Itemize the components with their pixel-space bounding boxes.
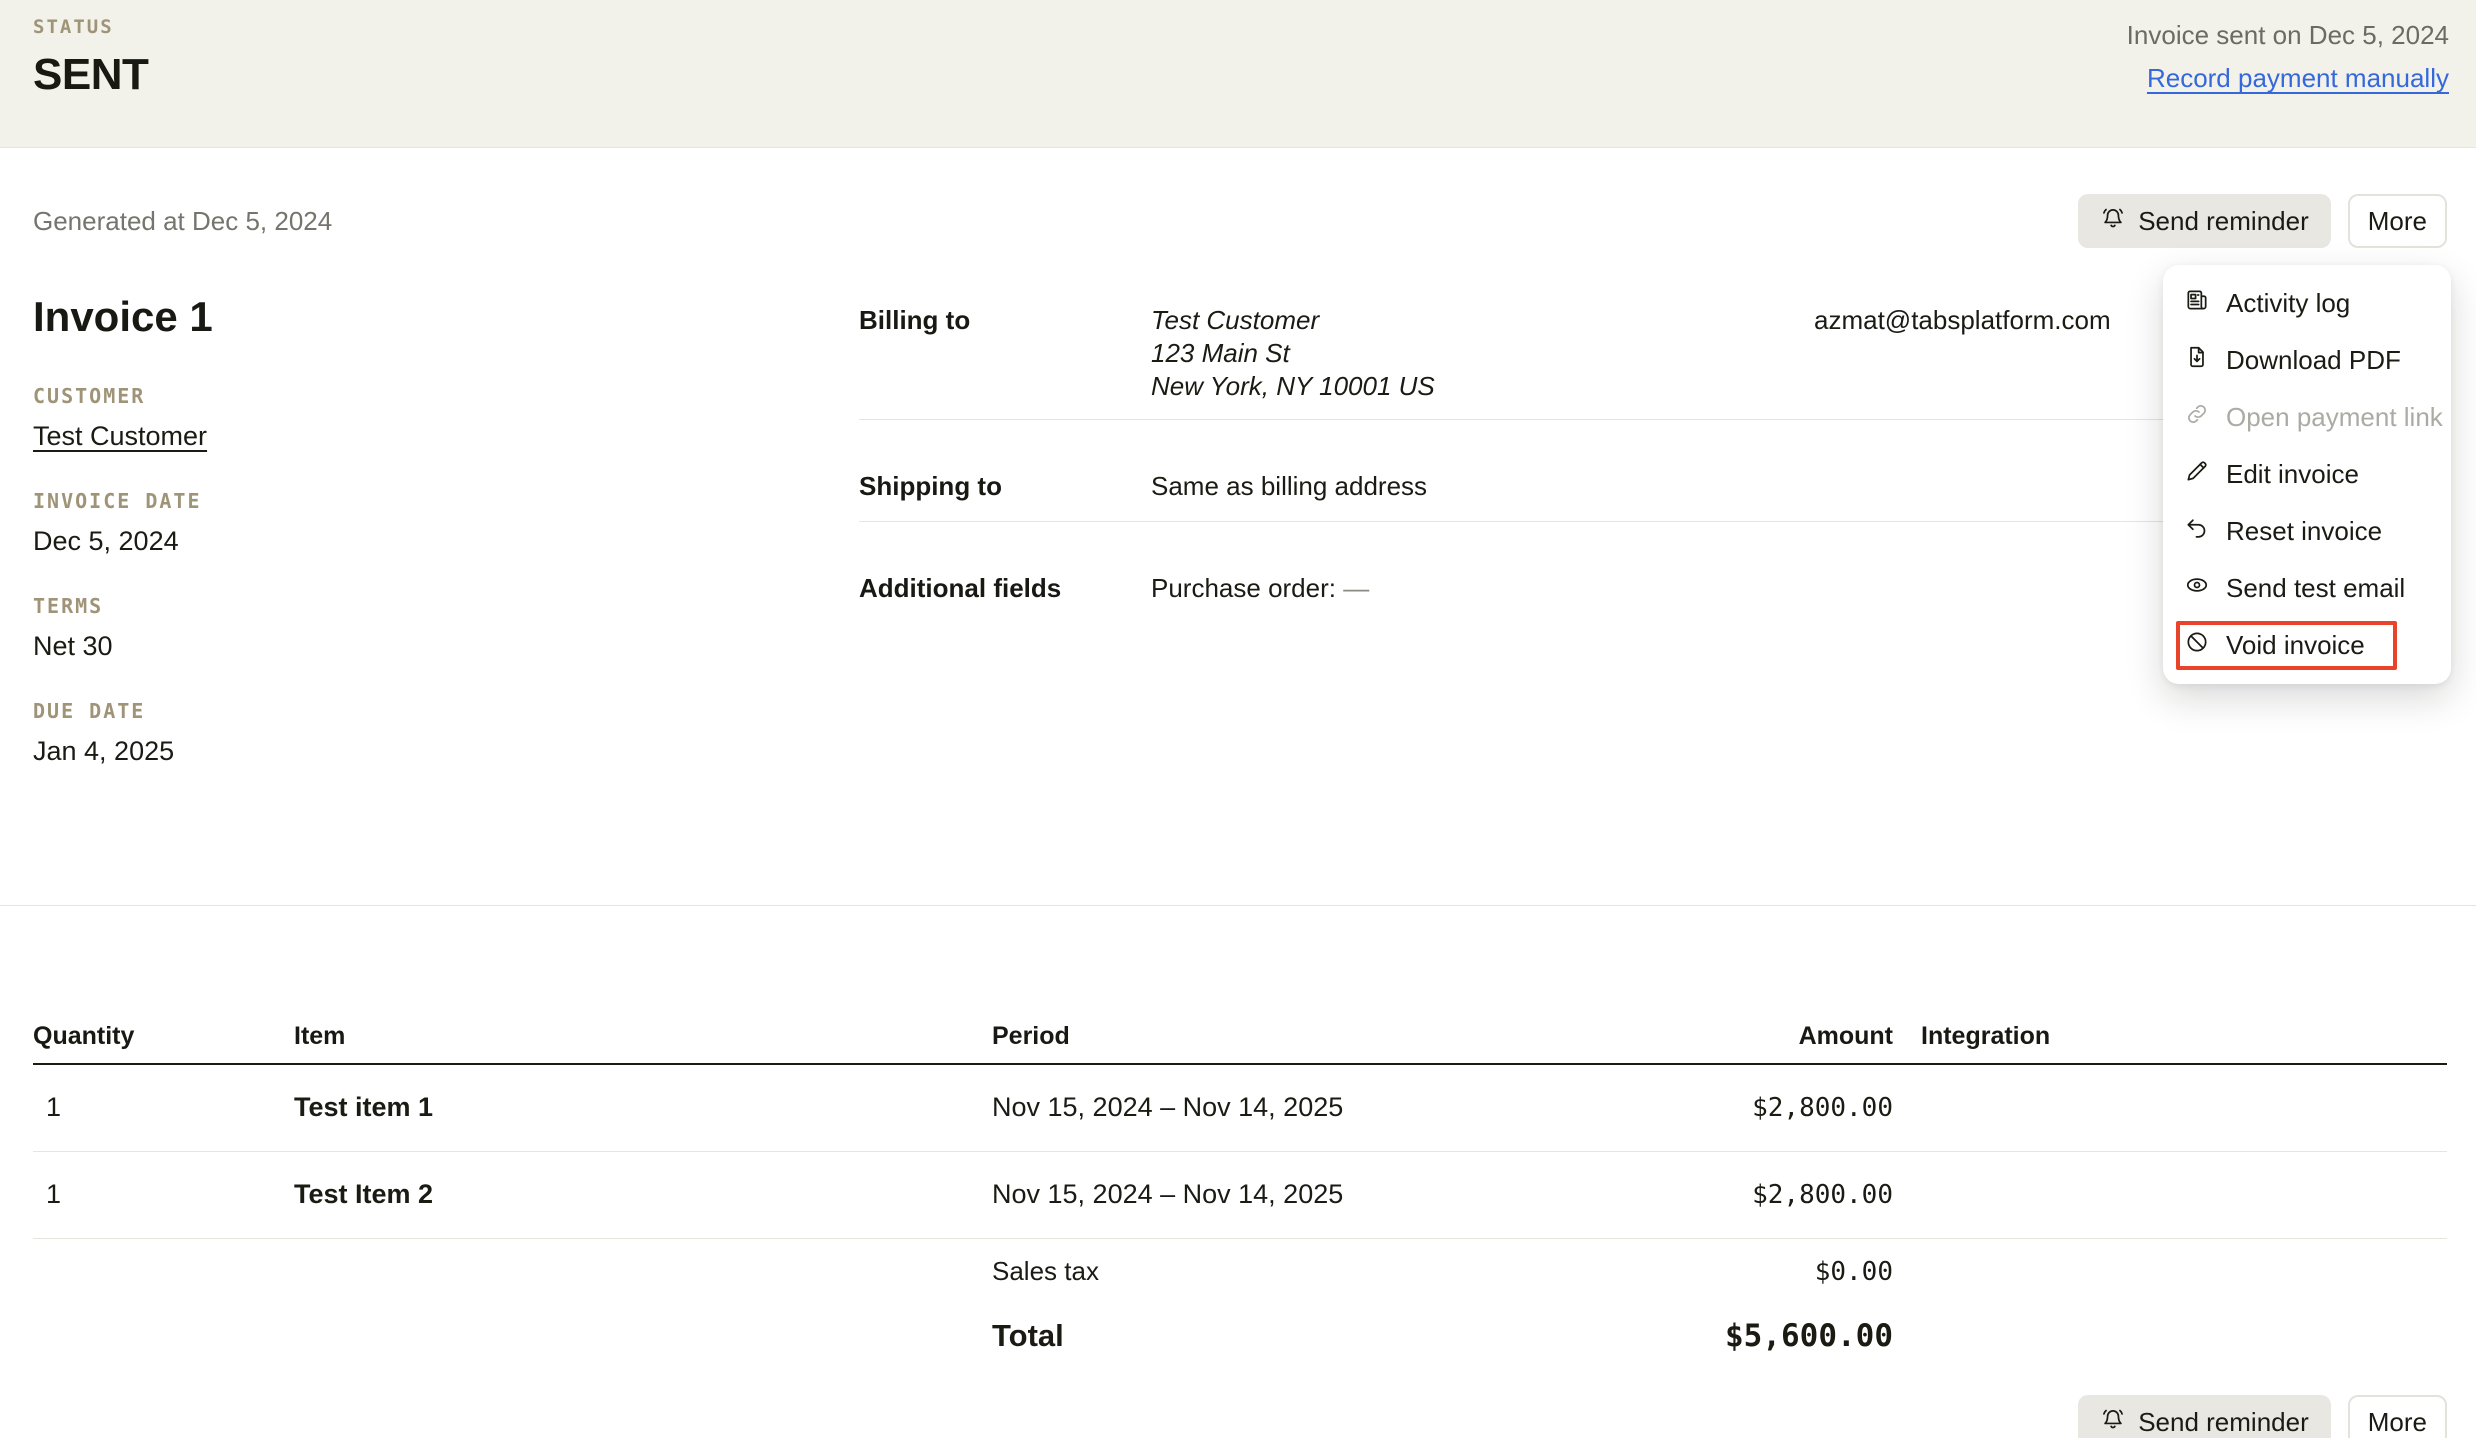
invoice-date-value: Dec 5, 2024	[33, 526, 179, 556]
menu-item-edit-invoice[interactable]	[2163, 446, 2451, 503]
menu-item-send-test-email[interactable]	[2163, 560, 2451, 617]
section-divider	[0, 905, 2476, 906]
row-period: Nov 15, 2024 – Nov 14, 2025	[992, 1179, 1344, 1209]
record-payment-link[interactable]: Record payment manually	[2146, 63, 2449, 93]
content-area	[0, 194, 2476, 804]
eye-icon	[2184, 572, 2210, 605]
billing-email: azmat@tabsplatform.com	[1814, 305, 2111, 335]
more-label: More	[2367, 205, 2427, 236]
line-items-table	[33, 1021, 2447, 1355]
row-item-name: Test Item 2	[294, 1179, 434, 1209]
purchase-order-dash: —	[1343, 573, 1370, 603]
page-title: Invoice 1	[33, 293, 213, 340]
due-date-value: Jan 4, 2025	[33, 736, 175, 766]
customer-field	[33, 384, 859, 453]
invoice-sent-on-text: Invoice sent on Dec 5, 2024	[2126, 20, 2449, 50]
menu-item-open-payment-link	[2163, 389, 2451, 446]
row-amount: $2,800.00	[1752, 1180, 1893, 1210]
footer-more-label: More	[2367, 1406, 2427, 1437]
purchase-order-name: Purchase order:	[1151, 573, 1336, 603]
more-button[interactable]	[2348, 194, 2447, 248]
menu-item-label: Edit invoice	[2226, 459, 2359, 489]
total-value: $5,600.00	[1725, 1318, 1893, 1354]
row-period: Nov 15, 2024 – Nov 14, 2025	[992, 1092, 1344, 1122]
row-item-name: Test item 1	[294, 1092, 434, 1122]
footer-send-reminder-label: Send reminder	[2138, 1406, 2309, 1437]
billing-address-line: Test Customer	[1151, 305, 1320, 335]
due-date-field	[33, 699, 859, 768]
column-header-amount: Amount	[1798, 1022, 1893, 1050]
status-label: STATUS	[33, 16, 114, 38]
billing-address-line: New York, NY 10001 US	[1151, 371, 1435, 401]
row-quantity: 1	[46, 1092, 62, 1122]
row-amount: $2,800.00	[1752, 1093, 1893, 1123]
table-row	[33, 1152, 2447, 1239]
bell-icon	[2100, 1406, 2126, 1438]
send-reminder-label: Send reminder	[2138, 205, 2309, 236]
terms-label: TERMS	[33, 594, 104, 618]
toolbar	[33, 194, 2447, 248]
billing-to-label: Billing to	[859, 305, 971, 335]
invoice-meta-column	[33, 294, 859, 804]
column-header-integration: Integration	[1921, 1022, 2051, 1050]
menu-item-void-invoice[interactable]	[2163, 617, 2451, 674]
send-reminder-button[interactable]	[2078, 194, 2331, 248]
void-invoice-highlight-box	[2176, 621, 2397, 670]
footer-toolbar-buttons	[2078, 1395, 2447, 1438]
table-row	[33, 1065, 2447, 1152]
status-bar	[0, 0, 2476, 148]
bell-icon	[2100, 205, 2126, 238]
pencil-icon	[2184, 458, 2210, 491]
menu-item-label: Void invoice	[2226, 630, 2365, 660]
total-row	[33, 1317, 2447, 1355]
shipping-to-label: Shipping to	[859, 471, 1002, 501]
link-icon	[2184, 401, 2210, 434]
generated-at-text: Generated at Dec 5, 2024	[33, 205, 333, 236]
status-bar-right	[2127, 16, 2449, 94]
column-header-period: Period	[992, 1022, 1070, 1050]
billing-address-line: 123 Main St	[1151, 338, 1290, 368]
shipping-value: Same as billing address	[1151, 471, 1428, 501]
activity-log-icon	[2184, 287, 2210, 320]
footer-toolbar	[33, 1395, 2447, 1438]
row-quantity: 1	[46, 1179, 62, 1209]
menu-item-label: Activity log	[2226, 288, 2351, 318]
status-value: SENT	[33, 50, 149, 99]
download-pdf-icon	[2184, 344, 2210, 377]
menu-item-activity-log[interactable]	[2163, 275, 2451, 332]
customer-link[interactable]: Test Customer	[33, 421, 208, 451]
menu-item-reset-invoice[interactable]	[2163, 503, 2451, 560]
additional-fields-label: Additional fields	[859, 573, 1062, 603]
menu-item-label: Open payment link	[2226, 402, 2443, 432]
total-label: Total	[992, 1318, 1064, 1353]
terms-field	[33, 594, 859, 663]
terms-value: Net 30	[33, 631, 113, 661]
column-header-quantity: Quantity	[33, 1022, 135, 1050]
menu-item-label: Send test email	[2226, 573, 2406, 603]
menu-item-download-pdf[interactable]	[2163, 332, 2451, 389]
toolbar-buttons	[2078, 194, 2447, 248]
undo-icon	[2184, 515, 2210, 548]
menu-item-label: Download PDF	[2226, 345, 2401, 375]
purchase-order-value	[1151, 572, 1814, 605]
billing-address	[1151, 304, 1814, 403]
column-header-item: Item	[294, 1022, 346, 1050]
invoice-date-field	[33, 489, 859, 558]
table-section	[0, 1021, 2476, 1438]
invoice-date-label: INVOICE DATE	[33, 489, 202, 513]
footer-send-reminder-button[interactable]	[2078, 1395, 2331, 1438]
status-block	[33, 16, 148, 100]
customer-label: CUSTOMER	[33, 384, 146, 408]
invoice-info-section	[33, 294, 2447, 804]
due-date-label: DUE DATE	[33, 699, 146, 723]
sales-tax-label: Sales tax	[992, 1256, 1099, 1286]
sales-tax-row	[33, 1239, 2447, 1289]
void-icon	[2184, 629, 2210, 662]
more-dropdown-menu	[2163, 265, 2451, 684]
sales-tax-value: $0.00	[1814, 1257, 1893, 1287]
table-header-row	[33, 1021, 2447, 1065]
menu-item-label: Reset invoice	[2226, 516, 2383, 546]
footer-more-button[interactable]	[2348, 1395, 2447, 1438]
